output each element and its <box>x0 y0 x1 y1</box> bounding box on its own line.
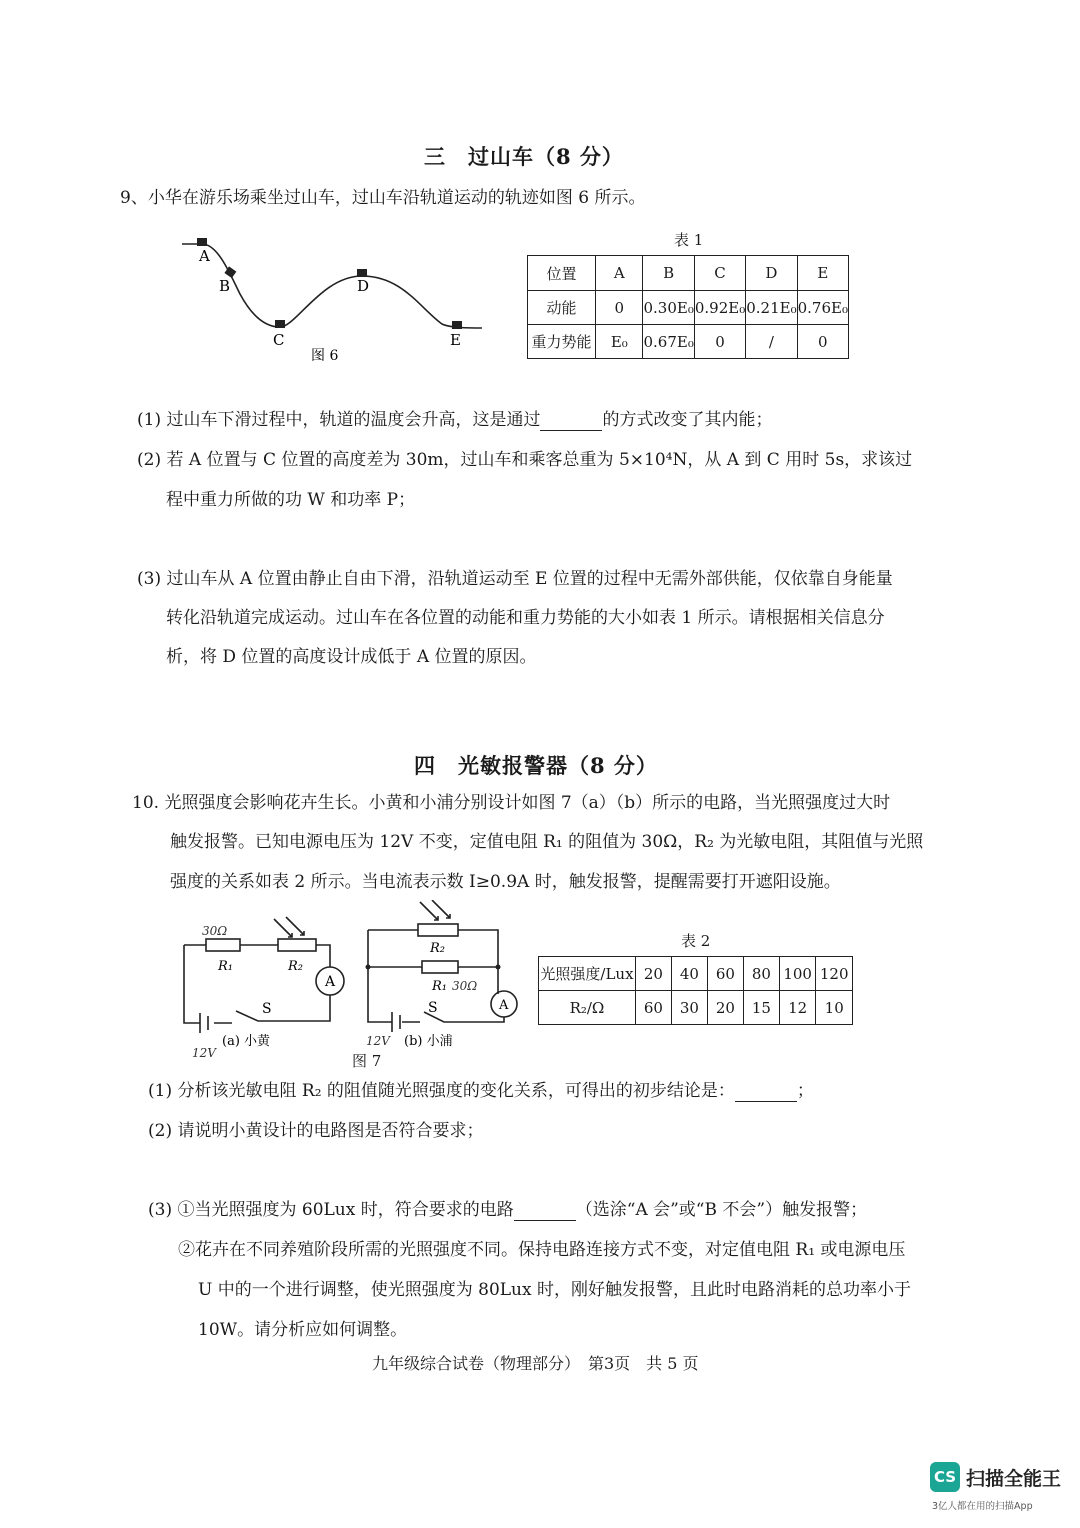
table-cell: E <box>797 256 848 291</box>
figure-7-caption: 图 7 <box>352 1052 382 1070</box>
table-cell: 0.67E₀ <box>643 325 694 359</box>
wire-left <box>368 930 392 1022</box>
answer-blank[interactable] <box>540 412 602 431</box>
table-cell: B <box>643 256 694 291</box>
table-cell: 60 <box>707 957 743 991</box>
figure-6-caption: 图 6 <box>311 348 339 364</box>
figure-7a-circuit <box>178 915 358 1065</box>
table-cell: 光照强度/Lux <box>539 957 636 991</box>
label-r2: R₂ <box>430 941 445 956</box>
table-cell: 0.76E₀ <box>797 291 848 325</box>
q10-part1-text-a: (1) 分析该光敏电阻 R₂ 的阻值随光照强度的变化关系，可得出的初步结论是： <box>148 1081 735 1101</box>
page-footer: 九年级综合试卷（物理部分） 第3页 共 5 页 <box>372 1354 699 1373</box>
switch-label: S <box>428 1000 438 1016</box>
table-cell: 0.30E₀ <box>643 291 694 325</box>
table-cell: 0.21E₀ <box>746 291 797 325</box>
table-cell: 动能 <box>528 291 596 325</box>
resistor-r2 <box>278 939 316 951</box>
table-cell: 100 <box>779 957 816 991</box>
wire-left <box>184 945 200 1023</box>
figure-6-track <box>170 228 490 368</box>
table-cell: 60 <box>635 991 671 1025</box>
q9-part3-line2: 转化沿轨道完成运动。过山车在各位置的动能和重力势能的大小如表 1 所示。请根据相关信息分 <box>166 608 885 628</box>
section3-title: 三 过山车（8 分） <box>424 144 624 169</box>
table-cell: 120 <box>816 957 853 991</box>
table-cell: 0.92E₀ <box>694 291 745 325</box>
table1-row <box>528 291 849 325</box>
table-cell: / <box>746 325 797 359</box>
q9-part1-text-b: 的方式改变了其内能； <box>602 410 773 430</box>
table1 <box>527 255 849 359</box>
table-cell: 重力势能 <box>528 325 596 359</box>
table1-header-row <box>528 256 849 291</box>
scanner-app-name: 扫描全能王 <box>966 1468 1062 1490</box>
label-e: E <box>450 331 461 349</box>
table-cell: 0 <box>596 291 643 325</box>
cart-d-icon <box>357 269 367 277</box>
table-cell: 20 <box>635 957 671 991</box>
q10-stem-line3: 强度的关系如表 2 所示。当电流表示数 I≥0.9A 时，触发报警，提醒需要打开遮阳设施。 <box>170 872 841 892</box>
table-cell: E₀ <box>596 325 643 359</box>
figure-7b-circuit <box>362 900 527 1060</box>
table2-row <box>539 957 853 991</box>
light-arrows-icon <box>420 900 450 920</box>
table-cell: 20 <box>707 991 743 1025</box>
light-arrows-icon <box>274 917 304 937</box>
q9-part2-line2: 程中重力所做的功 W 和功率 P； <box>166 490 416 510</box>
label-b: B <box>219 277 231 295</box>
ammeter-label: A <box>499 998 509 1013</box>
q10-part2: (2) 请说明小黄设计的电路图是否符合要求； <box>148 1121 484 1141</box>
handwritten-voltage-note: 12V <box>366 1034 390 1048</box>
table-cell: A <box>596 256 643 291</box>
table-cell: 0 <box>797 325 848 359</box>
wire-bottom <box>402 1012 504 1022</box>
cart-c-icon <box>275 320 285 328</box>
q10-part3-line4: 10W。请分析应如何调整。 <box>198 1320 408 1340</box>
table1-row <box>528 325 849 359</box>
table-cell: R₂/Ω <box>539 991 636 1025</box>
label-r1: R₁ <box>218 959 233 974</box>
q10-part3-text-b: （选涂“A 会”或“B 不会”）触发报警； <box>575 1200 868 1220</box>
table-cell: D <box>746 256 797 291</box>
q9-stem: 9、小华在游乐场乘坐过山车，过山车沿轨道运动的轨迹如图 6 所示。 <box>120 188 646 208</box>
q9-part1 <box>137 409 772 431</box>
table-cell: 40 <box>671 957 707 991</box>
q10-part1-text-b: ； <box>796 1081 814 1101</box>
switch-label: S <box>262 1001 272 1017</box>
table2-row <box>539 991 853 1025</box>
q10-part3 <box>148 1199 867 1221</box>
q10-part3-line3: U 中的一个进行调整，使光照强度为 80Lux 时，刚好触发报警，且此时电路消耗的总功率小于 <box>198 1280 911 1300</box>
fig7b-caption: (b) 小浦 <box>404 1034 453 1049</box>
junction-dot <box>496 965 501 970</box>
handwritten-r1-note: 30Ω <box>202 924 228 938</box>
label-c: C <box>273 331 285 349</box>
table-cell: 15 <box>743 991 779 1025</box>
table-cell: 位置 <box>528 256 596 291</box>
table-cell: 80 <box>743 957 779 991</box>
q9-part3-line3: 析，将 D 位置的高度设计成低于 A 位置的原因。 <box>166 647 537 667</box>
scanner-tagline: 3亿人都在用的扫描App <box>932 1501 1033 1512</box>
label-a: A <box>199 247 210 265</box>
table-cell: 0 <box>694 325 745 359</box>
resistor-r2 <box>418 924 458 936</box>
answer-blank[interactable] <box>735 1083 797 1102</box>
junction-dot <box>366 965 371 970</box>
cart-e-icon <box>452 321 462 329</box>
fig7a-caption: (a) 小黄 <box>222 1034 271 1049</box>
q10-part3-line2: ②花卉在不同养殖阶段所需的光照强度不同。保持电路连接方式不变，对定值电阻 R₁ 或电源电压 <box>178 1240 906 1260</box>
wire-bottom <box>214 995 330 1023</box>
table-cell: 10 <box>816 991 853 1025</box>
answer-blank[interactable] <box>514 1202 576 1221</box>
label-d: D <box>357 277 370 295</box>
battery-icon <box>392 1012 400 1032</box>
resistor-r1 <box>422 961 458 973</box>
q10-stem-line1: 10. 光照强度会影响花卉生长。小黄和小浦分别设计如图 7（a）（b）所示的电路，当光照强度过大时 <box>132 793 891 813</box>
table-cell: 12 <box>779 991 816 1025</box>
q10-part1 <box>148 1080 814 1102</box>
ammeter-label: A <box>325 974 336 990</box>
table2-caption: 表 2 <box>681 932 711 950</box>
label-r1: R₁ <box>432 979 447 994</box>
scanner-logo-icon: CS <box>930 1462 960 1492</box>
table-cell: 30 <box>671 991 707 1025</box>
label-r2: R₂ <box>288 959 303 974</box>
section4-title: 四 光敏报警器（8 分） <box>414 753 658 778</box>
table-cell: C <box>694 256 745 291</box>
battery-icon <box>200 1013 208 1033</box>
cart-a-icon <box>197 238 207 246</box>
resistor-r1 <box>206 939 240 951</box>
q9-part3-line1: (3) 过山车从 A 位置由静止自由下滑，沿轨道运动至 E 位置的过程中无需外部供能，仅依靠自身能量 <box>137 569 893 589</box>
table1-caption: 表 1 <box>674 231 704 249</box>
q9-part1-text-a: (1) 过山车下滑过程中，轨道的温度会升高，这是通过 <box>137 410 541 430</box>
q10-part3-text-a: (3) ①当光照强度为 60Lux 时，符合要求的电路 <box>148 1200 514 1220</box>
handwritten-r1-note: 30Ω <box>452 979 478 993</box>
table2 <box>538 956 853 1025</box>
q9-part2-line1: (2) 若 A 位置与 C 位置的高度差为 30m，过山车和乘客总重为 5×10⁴N，从 A 到 C 用时 5s，求该过 <box>137 450 913 470</box>
handwritten-voltage-note: 12V <box>192 1046 216 1060</box>
q10-stem-line2: 触发报警。已知电源电压为 12V 不变，定值电阻 R₁ 的阻值为 30Ω，R₂ 为光敏电阻，其阻值与光照 <box>170 832 924 852</box>
